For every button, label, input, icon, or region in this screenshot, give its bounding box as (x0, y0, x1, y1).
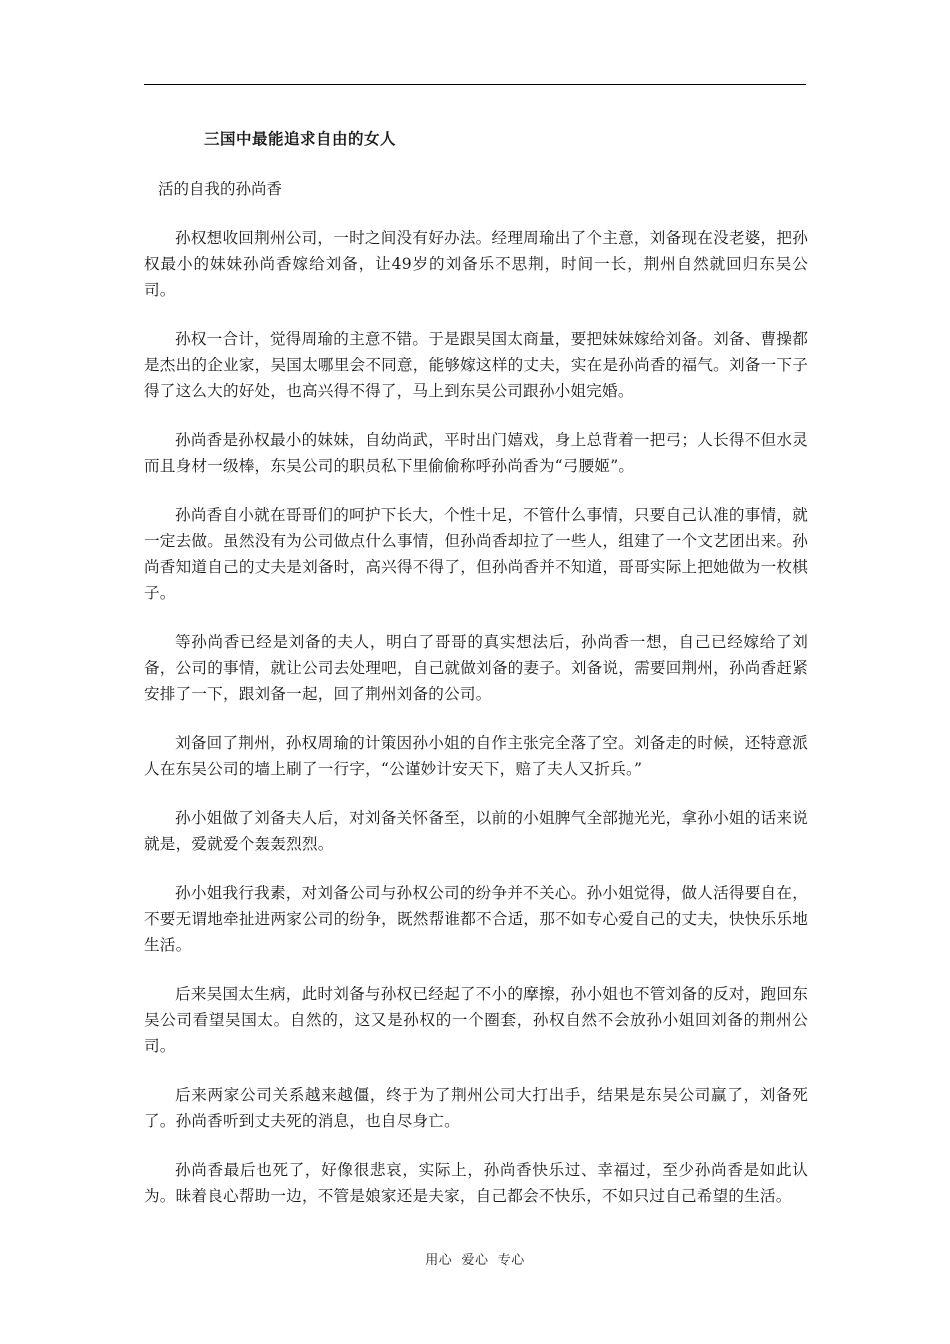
document-body (144, 225, 808, 1232)
header-rule (144, 84, 806, 85)
paragraph: 后来两家公司关系越来越僵，终于为了荆州公司大打出手，结果是东吴公司赢了，刘备死了。孙尚香听到丈夫死的消息，也自尽身亡。 (144, 1086, 808, 1130)
document-title: 三国中最能追求自由的女人 (204, 130, 397, 148)
paragraph: 刘备回了荆州，孙权周瑜的计策因孙小姐的自作主张完全落了空。刘备走的时候，还特意派人在东吴公司的墙上刷了一行字，“公谨妙计安天下，赔了夫人又折兵。” (144, 734, 808, 778)
document-subtitle: 活的自我的孙尚香 (158, 180, 283, 198)
paragraph: 孙尚香自小就在哥哥们的呵护下长大，个性十足，不管什么事情，只要自己认准的事情，就一定去做。虽然没有为公司做点什么事情，但孙尚香却拉了一些人，组建了一个文艺团出来。孙尚香知道自己的丈夫是刘备时，高兴得不得了，但孙尚香并不知道，哥哥实际上把她做为一枚棋子。 (144, 506, 808, 602)
paragraph: 孙尚香最后也死了，好像很悲哀，实际上，孙尚香快乐过、幸福过，至少孙尚香是如此认为。昧着良心帮助一边，不管是娘家还是夫家，自己都会不快乐，不如只过自己希望的生活。 (144, 1161, 808, 1205)
paragraph: 孙尚香是孙权最小的妹妹，自幼尚武，平时出门嬉戏，身上总背着一把弓；人长得不但水灵而且身材一级棒，东吴公司的职员私下里偷偷称呼孙尚香为“弓腰姬”。 (144, 431, 808, 475)
paragraph: 孙权想收回荆州公司，一时之间没有好办法。经理周瑜出了个主意，刘备现在没老婆，把孙权最小的妹妹孙尚香嫁给刘备，让49岁的刘备乐不思荆，时间一长，荆州自然就回归东吴公司。 (144, 229, 808, 299)
paragraph: 孙权一合计，觉得周瑜的主意不错。于是跟吴国太商量，要把妹妹嫁给刘备。刘备、曹操都是杰出的企业家，吴国太哪里会不同意，能够嫁这样的丈夫，实在是孙尚香的福气。刘备一下子得了这么大的好处，也高兴得不得了，马上到东吴公司跟孙小姐完婚。 (144, 330, 808, 400)
paragraph: 等孙尚香已经是刘备的夫人，明白了哥哥的真实想法后，孙尚香一想，自己已经嫁给了刘备，公司的事情，就让公司去处理吧，自己就做刘备的妻子。刘备说，需要回荆州，孙尚香赶紧安排了一下，跟刘备一起，回了荆州刘备的公司。 (144, 633, 808, 703)
paragraph: 孙小姐我行我素，对刘备公司与孙权公司的纷争并不关心。孙小姐觉得，做人活得要自在，不要无谓地牵扯进两家公司的纷争，既然帮谁都不合适，那不如专心爱自己的丈夫，快快乐乐地生活。 (144, 884, 808, 954)
page-footer: 用心 爱心 专心 (425, 1253, 525, 1268)
paragraph: 孙小姐做了刘备夫人后，对刘备关怀备至，以前的小姐脾气全部抛光光，拿孙小姐的话来说就是，爱就爱个轰轰烈烈。 (144, 809, 808, 853)
paragraph: 后来吴国太生病，此时刘备与孙权已经起了不小的摩擦，孙小姐也不管刘备的反对，跑回东吴公司看望吴国太。自然的，这又是孙权的一个圈套，孙权自然不会放孙小姐回刘备的荆州公司。 (144, 985, 808, 1055)
